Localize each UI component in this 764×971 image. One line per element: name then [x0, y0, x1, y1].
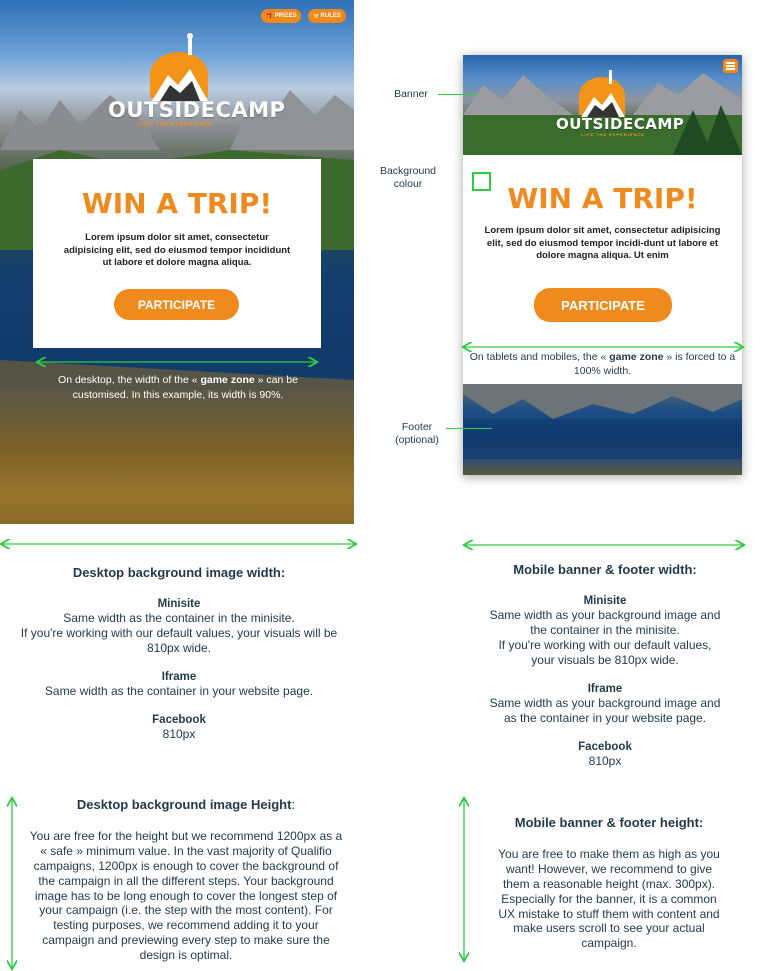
gavel-icon: ⚒	[313, 13, 319, 20]
hiker-mountain-icon	[579, 67, 627, 117]
mobile-banner	[463, 55, 742, 155]
footer-reflection	[463, 384, 742, 475]
hiker-mountain-icon	[150, 33, 210, 101]
minisite-title: Minisite	[157, 598, 201, 611]
iframe-title: Iframe	[161, 670, 197, 683]
headline: WIN A TRIP!	[507, 182, 698, 215]
game-zone-card	[33, 159, 321, 348]
mobile-width-title: Mobile banner & footer width:	[513, 562, 697, 577]
facebook-title: Facebook	[578, 740, 632, 753]
background-colour-swatch	[472, 172, 491, 191]
background-colour-label: Background colour	[379, 165, 437, 191]
mobile-game-zone	[463, 155, 742, 384]
participate-button[interactable]: PARTICIPATE	[534, 288, 672, 322]
body-text: Lorem ipsum dolor sit amet, consectetur adipisicing elit, sed do eiusmod tempor incididunt ut labore et dolore magna aliqua.	[63, 232, 291, 269]
mobile-footer	[463, 384, 742, 475]
logo-tagline: LIVE THE EXPERIENCE	[138, 122, 214, 128]
prizes-button[interactable]: 🎁 PRIZES	[261, 9, 301, 23]
logo-tagline: LIVE THE EXPERIENCE	[581, 132, 645, 137]
footer-label-line	[446, 428, 492, 429]
mobile-width-info: Mobile banner & footer width: Minisite Same width as your background image and the container in the minisite. If you're working with our default values, your visuals be 810px wide. Iframe Same width as your background image and as the container in your website page. Facebook 810px	[463, 562, 747, 769]
mobile-preview	[463, 55, 742, 475]
headline: WIN A TRIP!	[81, 187, 273, 220]
desktop-width-title: Desktop background image width:	[72, 565, 286, 580]
menu-hamburger-icon[interactable]	[723, 59, 738, 73]
minisite-title: Minisite	[583, 595, 627, 608]
logo-title: OUTSIDECAMP	[556, 115, 685, 133]
participate-button[interactable]: PARTICIPATE	[114, 289, 239, 320]
body-text: Lorem ipsum dolor sit amet, consectetur adipisicing elit, sed do eiusmod tempor incidi-dunt ut labore et dolore magna aliqua. Ut enim	[484, 225, 721, 262]
mobile-height-info	[498, 815, 720, 951]
facebook-title: Facebook	[152, 714, 206, 727]
mobile-height-text: You are free to make them as high as you want! However, we recommend to give them a reasonable height (max. 300px). Especially for the banner, it is a common UX mistake to stuff them with content and make users scroll to see your actual campaign.	[498, 847, 720, 951]
desktop-height-text: You are free for the height but we recommend 1200px as a « safe » minimum value. In the vast majority of Qualifio campaigns, 1200px is enough to cover the background of the campaign in all the different steps. Your background image has to be long enough to cover the longest step of your campaign (i.e. the step with the most content). For testing purposes, we recommend adding it to your campaign and previewing every step to make sure the design is optimal.	[29, 829, 343, 963]
desktop-note: On desktop, the width of the « game zone » can be customised. In this example, its width is 90%.	[58, 374, 298, 401]
gift-icon: 🎁	[265, 13, 273, 20]
banner-label: Banner	[394, 88, 428, 100]
footer-label: Footer (optional)	[395, 421, 439, 447]
desktop-height-title: Desktop background image Height:	[76, 797, 296, 812]
desktop-preview	[0, 0, 354, 524]
desktop-height-info	[28, 797, 344, 963]
iframe-title: Iframe	[587, 682, 623, 695]
rules-button[interactable]: ⚒ RULES	[308, 9, 346, 23]
logo-title: OUTSIDECAMP	[108, 98, 286, 122]
banner-label-line	[438, 94, 478, 95]
mobile-note: On tablets and mobiles, the « game zone » is forced to a 100% width.	[469, 351, 736, 377]
mobile-height-title: Mobile banner & footer height:	[514, 815, 704, 830]
desktop-width-info: Desktop background image width: Minisite Same width as the container in the minisite. If you're working with our default values, your visuals will be 810px wide. Iframe Same width as the container in your website page. Facebook 810px	[4, 565, 354, 742]
